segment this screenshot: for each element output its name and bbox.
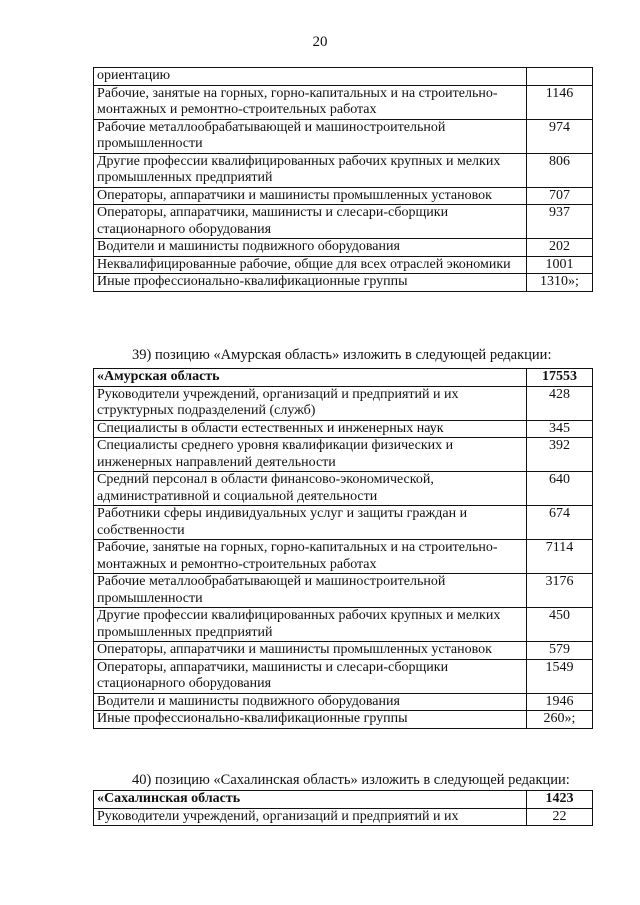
occupation-table-continued xyxy=(93,67,593,292)
region-total-cell: 17553 xyxy=(527,369,593,387)
table-header-row xyxy=(94,369,593,387)
occupation-group-cell: Другие профессии квалифицированных рабочих крупных и мелких промышленных предприятий xyxy=(94,608,527,642)
table-row xyxy=(94,386,593,420)
table-row xyxy=(94,420,593,438)
occupation-group-cell: Операторы, аппаратчики, машинисты и слесари-сборщики стационарного оборудования xyxy=(94,205,527,239)
value-cell: 806 xyxy=(527,153,593,187)
occupation-group-cell: Водители и машинисты подвижного оборудования xyxy=(94,693,527,711)
value-cell: 1549 xyxy=(527,659,593,693)
value-cell: 674 xyxy=(527,506,593,540)
value-cell: 345 xyxy=(527,420,593,438)
table-row xyxy=(94,205,593,239)
table-row xyxy=(94,274,593,292)
occupation-group-cell: Другие профессии квалифицированных рабочих крупных и мелких промышленных предприятий xyxy=(94,153,527,187)
occupation-group-cell: Рабочие металлообрабатывающей и машиностроительной промышленности xyxy=(94,119,527,153)
table-row xyxy=(94,85,593,119)
table-row xyxy=(94,472,593,506)
value-cell: 260»; xyxy=(527,711,593,729)
table-row xyxy=(94,540,593,574)
table-body xyxy=(94,369,593,729)
value-cell: 392 xyxy=(527,438,593,472)
occupation-group-cell: Водители и машинисты подвижного оборудования xyxy=(94,239,527,257)
value-cell: 707 xyxy=(527,187,593,205)
table-row xyxy=(94,808,593,826)
value-cell: 450 xyxy=(527,608,593,642)
sakhalin-region-table xyxy=(93,790,593,826)
paragraph-40: 40) позицию «Сахалинская область» изложить в следующей редакции: xyxy=(132,772,570,788)
value-cell: 1146 xyxy=(527,85,593,119)
paragraph-39: 39) позицию «Амурская область» изложить в следующей редакции: xyxy=(132,347,552,363)
value-cell: 1946 xyxy=(527,693,593,711)
occupation-group-cell: Операторы, аппаратчики, машинисты и слесари-сборщики стационарного оборудования xyxy=(94,659,527,693)
table-body xyxy=(94,791,593,826)
table-row xyxy=(94,239,593,257)
occupation-group-cell: Специалисты среднего уровня квалификации физических и инженерных направлений деятельности xyxy=(94,438,527,472)
occupation-group-cell: Руководители учреждений, организаций и предприятий и их структурных подразделений (служб) xyxy=(94,386,527,420)
table-header-row xyxy=(94,791,593,809)
page-number: 20 xyxy=(312,34,328,50)
table-row xyxy=(94,68,593,86)
occupation-group-cell: Руководители учреждений, организаций и предприятий и их xyxy=(94,808,527,826)
occupation-group-cell: Иные профессионально-квалификационные группы xyxy=(94,711,527,729)
region-name-cell: «Амурская область xyxy=(94,369,527,387)
value-cell xyxy=(527,68,593,86)
table-body xyxy=(94,68,593,292)
value-cell: 974 xyxy=(527,119,593,153)
value-cell: 22 xyxy=(527,808,593,826)
table-row xyxy=(94,506,593,540)
table-row xyxy=(94,693,593,711)
table-row xyxy=(94,659,593,693)
occupation-group-cell: Рабочие, занятые на горных, горно-капитальных и на строительно-монтажных и ремонтно-строительных работах xyxy=(94,540,527,574)
value-cell: 3176 xyxy=(527,574,593,608)
value-cell: 640 xyxy=(527,472,593,506)
table-row xyxy=(94,608,593,642)
amur-region-table xyxy=(93,368,593,729)
value-cell: 1310»; xyxy=(527,274,593,292)
value-cell: 937 xyxy=(527,205,593,239)
occupation-group-cell: Неквалифицированные рабочие, общие для всех отраслей экономики xyxy=(94,256,527,274)
occupation-group-cell: Средний персонал в области финансово-экономической, административной и социальной деятельности xyxy=(94,472,527,506)
occupation-group-cell: Операторы, аппаратчики и машинисты промышленных установок xyxy=(94,187,527,205)
occupation-group-cell: Рабочие, занятые на горных, горно-капитальных и на строительно-монтажных и ремонтно-строительных работах xyxy=(94,85,527,119)
occupation-group-cell: Работники сферы индивидуальных услуг и защиты граждан и собственности xyxy=(94,506,527,540)
table-row xyxy=(94,256,593,274)
occupation-group-cell: ориентацию xyxy=(94,68,527,86)
occupation-group-cell: Рабочие металлообрабатывающей и машиностроительной промышленности xyxy=(94,574,527,608)
value-cell: 7114 xyxy=(527,540,593,574)
value-cell: 202 xyxy=(527,239,593,257)
value-cell: 579 xyxy=(527,642,593,660)
table-row xyxy=(94,438,593,472)
table-row xyxy=(94,119,593,153)
occupation-group-cell: Операторы, аппаратчики и машинисты промышленных установок xyxy=(94,642,527,660)
table-row xyxy=(94,187,593,205)
table-row xyxy=(94,711,593,729)
table-row xyxy=(94,642,593,660)
occupation-group-cell: Иные профессионально-квалификационные группы xyxy=(94,274,527,292)
value-cell: 1001 xyxy=(527,256,593,274)
table-row xyxy=(94,574,593,608)
occupation-group-cell: Специалисты в области естественных и инженерных наук xyxy=(94,420,527,438)
value-cell: 428 xyxy=(527,386,593,420)
region-total-cell: 1423 xyxy=(527,791,593,809)
table-row xyxy=(94,153,593,187)
region-name-cell: «Сахалинская область xyxy=(94,791,527,809)
